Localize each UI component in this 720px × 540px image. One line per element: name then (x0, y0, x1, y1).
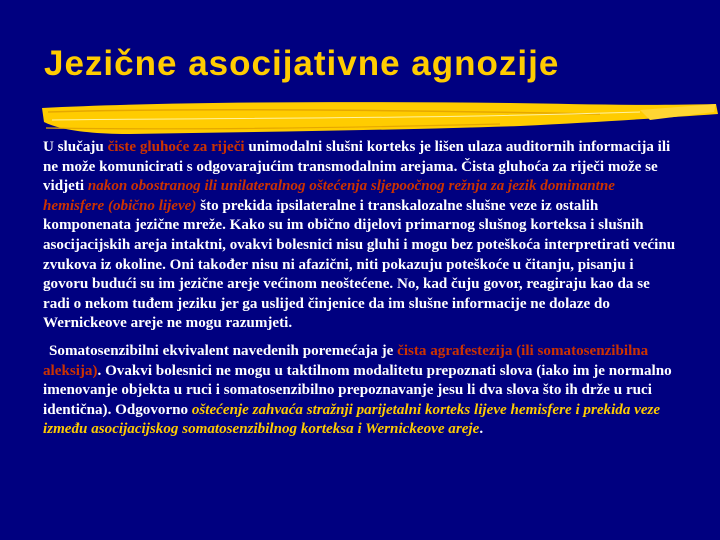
text-segment: Somatosenzibilni ekvivalent navedenih poremećaja je (49, 342, 398, 359)
paragraph-2 (43, 342, 679, 440)
text-segment: unimodalni slušni korteks je lišen ulaza auditornih informacija ili ne može komunicirati s odgovarajućim transmodalnim arejama. Čista gluhoća za riječi može se vidjeti (43, 139, 671, 195)
paragraph-1 (43, 138, 679, 334)
highlight-lesion: nakon obostranog ili unilateralnog oštećenja sljepoočnog režnja za jezik dominantne hemisfere (obično lijeve) (43, 178, 615, 214)
text-segment: . (479, 421, 484, 438)
text-segment: U slučaju (43, 139, 108, 155)
text-segment: . Ovakvi bolesnici ne mogu u taktilnom modalitetu prepoznati slova (iako im je normalno imenovanje objekta u ruci i somatosenzibilno prepoznavanje jesu li dva slova što ih drže u ruci identična). Odgovorno (43, 362, 672, 418)
slide-title: Jezične asocijativne agnozije (44, 44, 560, 83)
text-segment: što prekida ipsilateralne i transkalozalne slušne veze iz ostalih komponenata jezične mreže. Kako su im obično dijelovi primarnog slušnog korteksa i slušnih asocijacijskih areja intaktni, ovakvi bolesnici nisu gluhi i mogu bez poteškoća interpretirati većinu zvukova iz okoline. Oni također nisu ni afazični, niti pokazuju poteškoće u čitanju, pisanju i govoru budući su im jezične areje većinom neoštećene. No, kad čuju govor, reagiraju kao da se radi o nekom tuđem jeziku jer ga uslijed činjenice da im slušne informacije ne dolaze do Wernickeove areje ne mogu razumjeti. (43, 197, 676, 332)
brush-stroke-divider (40, 100, 720, 142)
highlight-term: čista agrafestezija (ili somatosenzibilna aleksija) (43, 342, 649, 379)
highlight-lesion: oštećenje zahvaća stražnji parijetalni korteks lijeve hemisfere i prekida veze između asocijacijskog somatosenzibilnog korteksa i Wernickeove areje (43, 401, 661, 438)
highlight-term: čiste gluhoće za riječi (107, 139, 245, 155)
slide-body (43, 138, 679, 440)
